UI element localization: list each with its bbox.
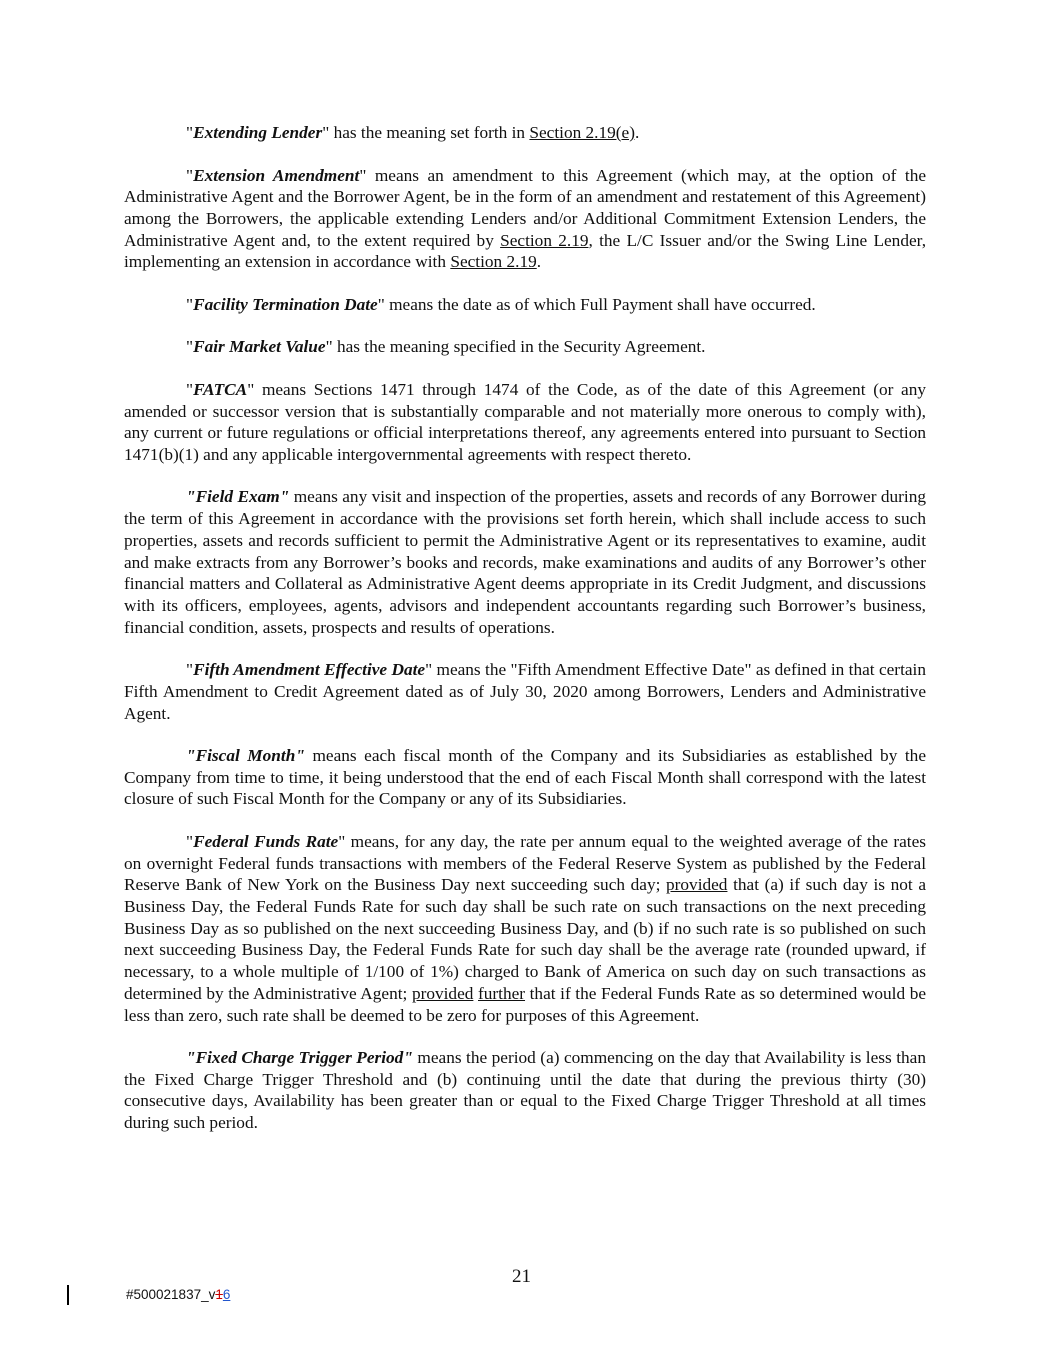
cross-reference: provided: [411, 983, 474, 1003]
document-id-inserted-version: 6: [222, 1287, 231, 1302]
definition-paragraph: "Fixed Charge Trigger Period" means the period (a) commencing on the day that Availability is less than the Fixed Charge Trigger Threshold and (b) continuing until the date that during the previous thirty (30) consecutive days, Availability has been greater than or equal to the Fixed Charge Trigger Threshold at all times during such period.: [124, 1048, 926, 1133]
definition-paragraph: "Fifth Amendment Effective Date" means the "Fifth Amendment Effective Date" as defined in that certain Fifth Amendment to Credit Agreement dated as of July 30, 2020 among Borrowers, Lenders and Administrative Agent.: [124, 660, 926, 723]
definition-paragraph: "Fiscal Month" means each fiscal month of the Company and its Subsidiaries as established by the Company from time to time, it being understood that the end of each Fiscal Month shall correspond with the latest closure of such Fiscal Month for the Company or any of its Subsidiaries.: [124, 746, 926, 809]
defined-term: Federal Funds Rate: [193, 831, 339, 851]
cross-reference: Section 2.19(e): [529, 123, 635, 142]
document-id-prefix: #500021837_v: [126, 1287, 216, 1302]
defined-term: Extension Amendment: [193, 165, 360, 185]
cross-reference: provided: [666, 875, 728, 895]
cross-reference: further: [478, 983, 526, 1003]
page-number: 21: [512, 1266, 531, 1287]
defined-term: "Fixed Charge Trigger Period": [186, 1048, 413, 1068]
definition-paragraph: "Extending Lender" has the meaning set forth in Section 2.19(e).: [186, 123, 640, 142]
defined-term: FATCA: [193, 379, 248, 399]
defined-term: "Fiscal Month": [186, 746, 305, 766]
document-id: [126, 1287, 230, 1302]
cross-reference: Section 2.19: [450, 252, 537, 272]
defined-term: Extending Lender: [193, 123, 323, 142]
defined-term: Fifth Amendment Effective Date: [193, 660, 426, 680]
cross-reference: Section 2.19: [500, 230, 589, 250]
definition-paragraph: "Fair Market Value" has the meaning specified in the Security Agreement.: [186, 337, 706, 357]
document-body: [124, 122, 926, 1155]
definition-paragraph: "Extension Amendment" means an amendment to this Agreement (which may, at the option of the Administrative Agent and the Borrower Agent, be in the form of an amendment and restatement of this Agreement) among the Borrowers, the applicable extending Lenders and/or Additional Commitment Extension Lenders, the Administrative Agent and, to the extent required by Section 2.19, the L/C Issuer and/or the Swing Line Lender, implementing an extension in accordance with Section 2.19.: [124, 165, 927, 272]
defined-term: Fair Market Value: [193, 337, 326, 357]
defined-term: "Field Exam": [186, 487, 290, 507]
document-id-deleted-version: 1: [215, 1287, 223, 1302]
revision-change-bar: [67, 1285, 69, 1305]
definition-paragraph: "FATCA" means Sections 1471 through 1474 of the Code, as of the date of this Agreement (or any amended or successor version that is substantially comparable and not materially more onerous to comply with), any current or future regulations or official interpretations thereof, any agreements entered into pursuant to Section 1471(b)(1) and any applicable intergovernmental agreements with respect thereto.: [124, 379, 926, 464]
definition-paragraph: "Federal Funds Rate" means, for any day, the rate per annum equal to the weighted average of the rates on overnight Federal funds transactions with members of the Federal Reserve System as published by the Federal Reserve Bank of New York on the Business Day next succeeding such day; provided that (a) if such day is not a Business Day, the Federal Funds Rate for such day shall be such rate on such transactions on the next preceding Business Day as so published on the next succeeding Business Day, and (b) if no such rate is so published on such next succeeding Business Day, the Federal Funds Rate for such day shall be the average rate (rounded upward, if necessary, to a whole multiple of 1/100 of 1%) charged to Bank of America on such day on such transactions as determined by the Administrative Agent; provided further that if the Federal Funds Rate as so determined would be less than zero, such rate shall be deemed to be zero for purposes of this Agreement.: [124, 831, 927, 1025]
defined-term: Facility Termination Date: [193, 294, 378, 314]
definition-paragraph: "Facility Termination Date" means the date as of which Full Payment shall have occurred.: [186, 294, 816, 314]
definition-paragraph: "Field Exam" means any visit and inspection of the properties, assets and records of any Borrower during the term of this Agreement in accordance with the provisions set forth herein, which shall include access to such properties, assets and records sufficient to permit the Administrative Agent or its representatives to examine, audit and make extracts from any Borrower’s books and records, make examinations and audits of any Borrower’s other financial matters and Collateral as Administrative Agent deems appropriate in its Credit Judgment, and discussions with its officers, employees, agents, advisors and independent accountants regarding such Borrower’s business, financial condition, assets, prospects and results of operations.: [124, 487, 926, 637]
